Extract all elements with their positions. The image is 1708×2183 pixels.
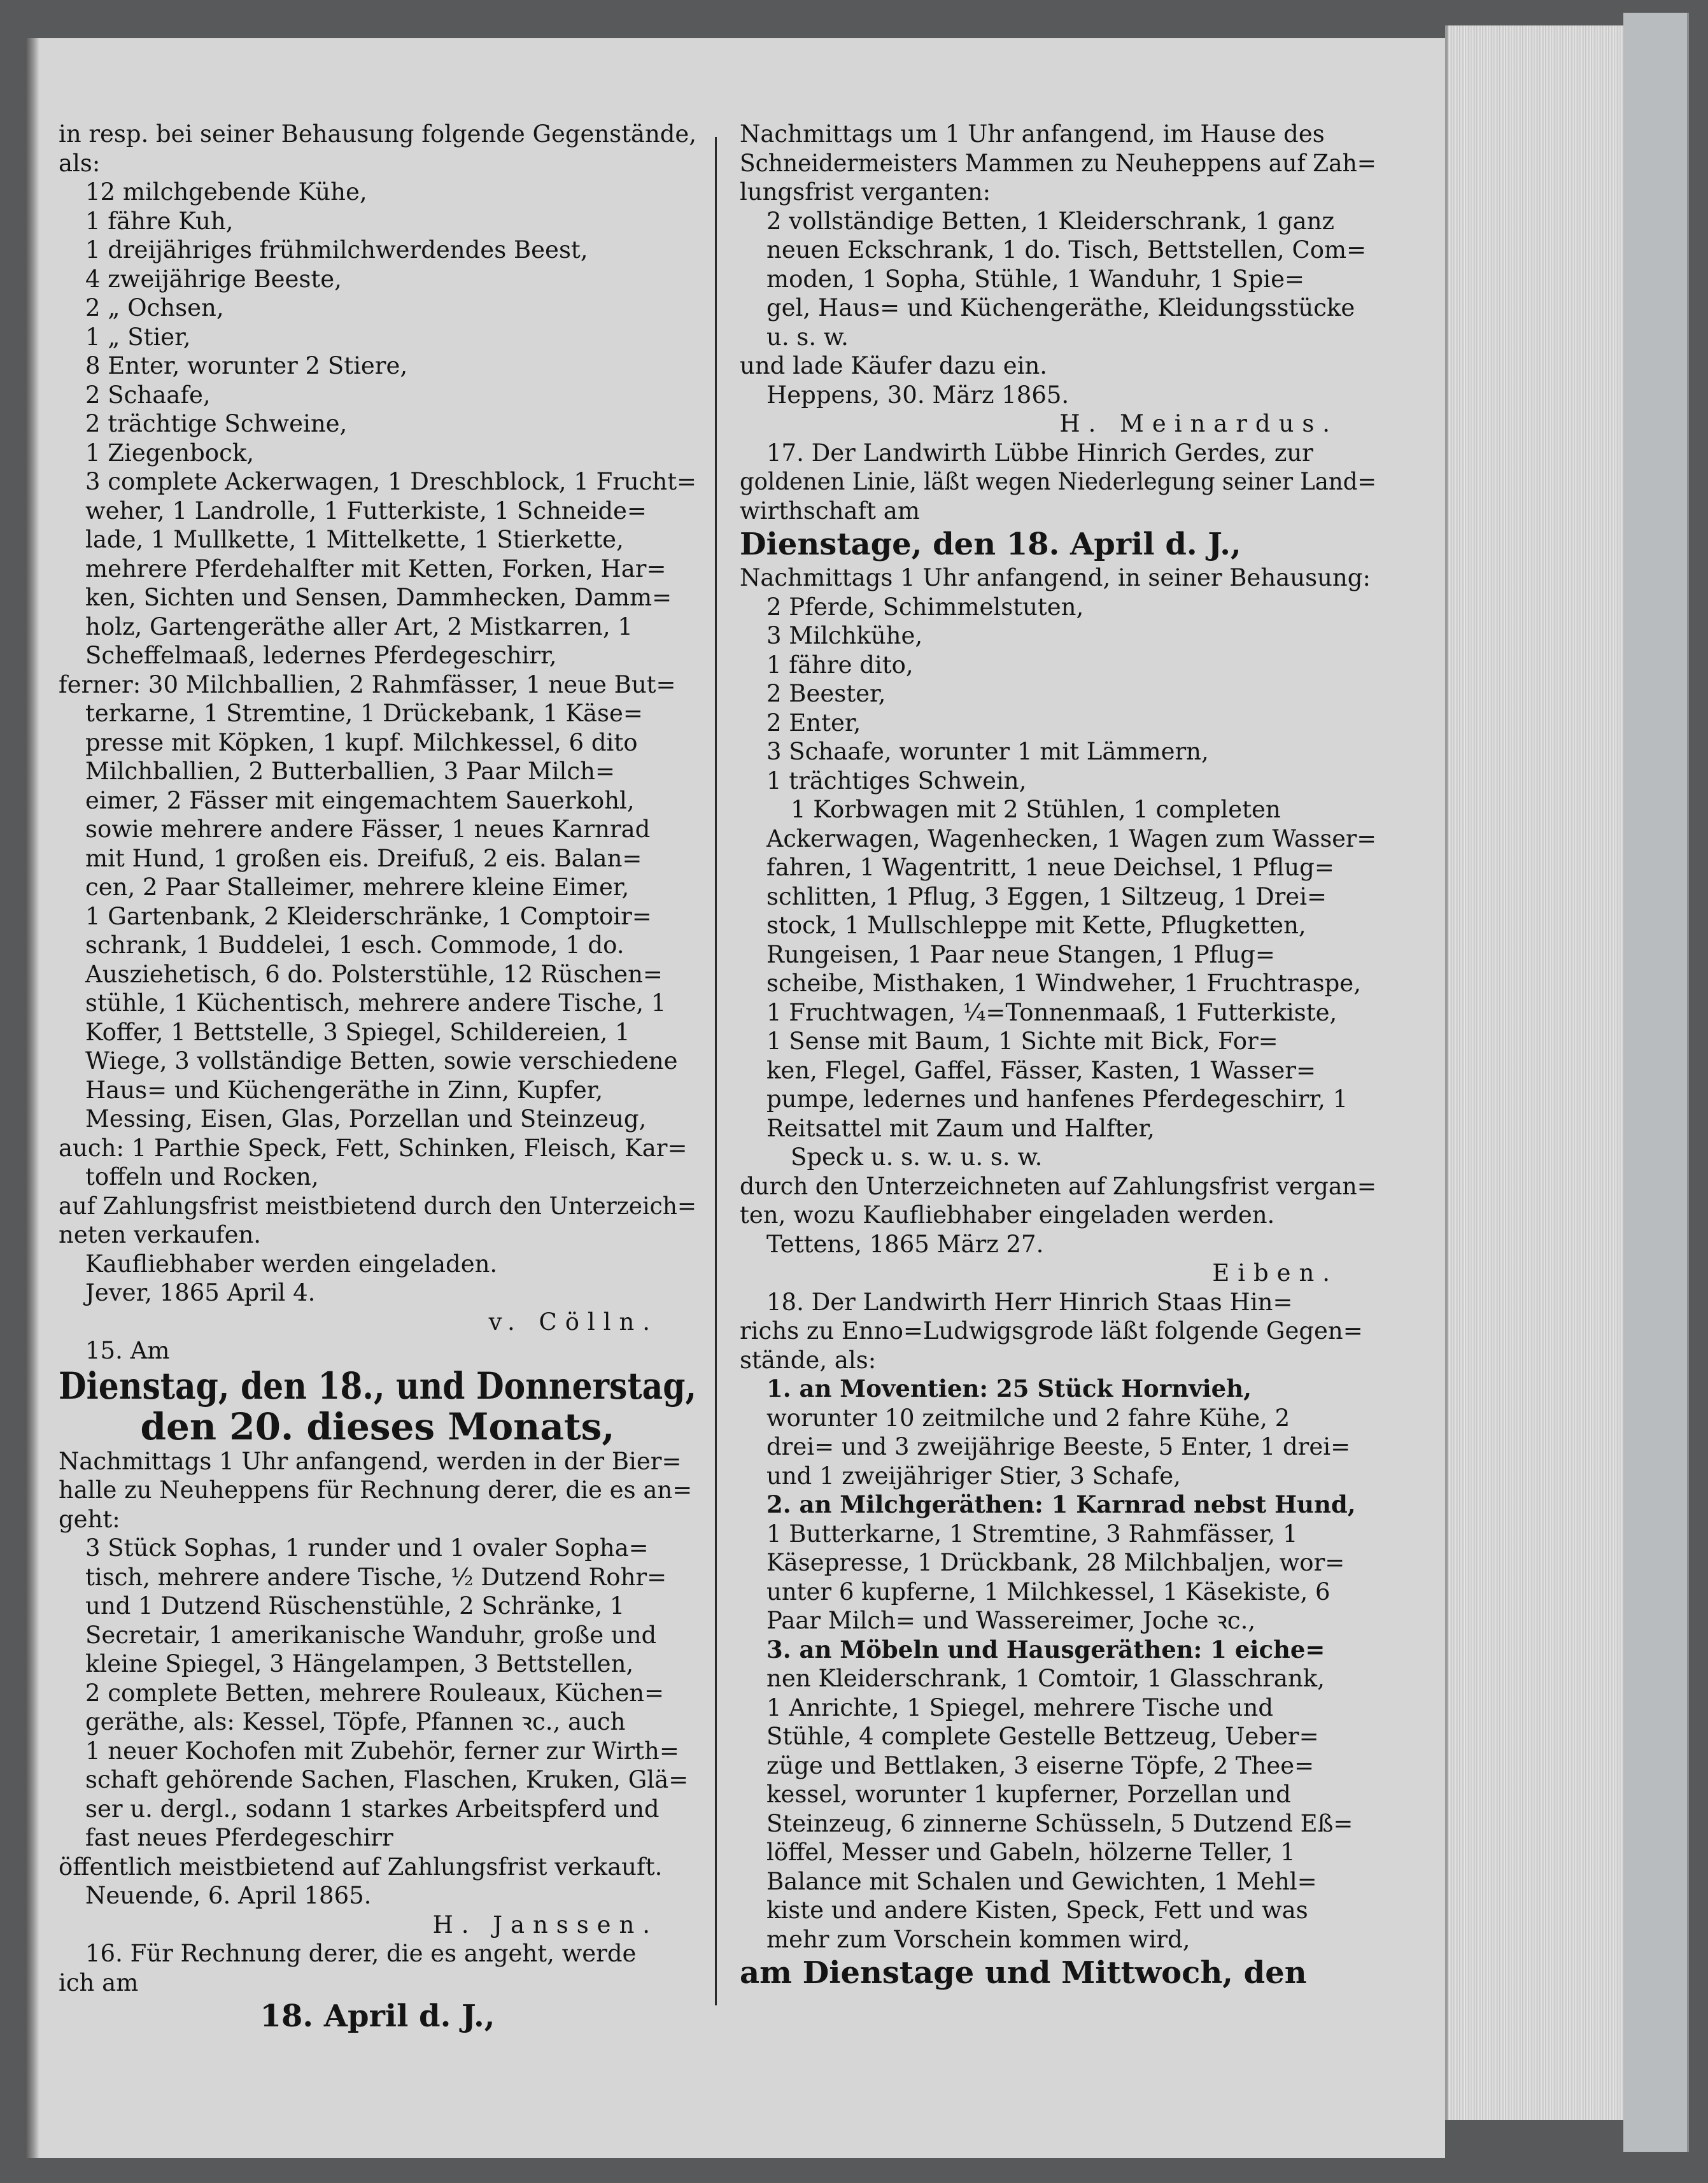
line-text: 2 vollständige Betten, 1 Kleiderschrank, 1 ganz xyxy=(766,207,1335,235)
item-line xyxy=(740,1722,1376,1751)
line-text: 2. an Milchgeräthen: 1 Karnrad nebst Hund, xyxy=(766,1490,1356,1518)
item-line xyxy=(59,1650,696,1679)
item-line xyxy=(740,1896,1376,1925)
item-line xyxy=(740,1606,1376,1635)
line-text: Secretair, 1 amerikanische Wanduhr, große und xyxy=(85,1621,657,1649)
line-text: Tettens, 1865 März 27. xyxy=(766,1230,1044,1258)
column-divider xyxy=(715,137,717,2005)
text-line xyxy=(59,1134,696,1163)
item-line xyxy=(59,265,696,294)
item-line xyxy=(740,1578,1376,1607)
line-text: 1 fähre Kuh, xyxy=(85,207,234,235)
item-line xyxy=(59,641,696,670)
text-line xyxy=(740,1346,1376,1375)
page-edges xyxy=(1445,25,1626,2120)
line-text: geht: xyxy=(59,1505,120,1533)
item-line xyxy=(59,1621,696,1650)
item-line xyxy=(740,1809,1376,1839)
item-line xyxy=(740,323,1376,352)
item-line xyxy=(59,1707,696,1737)
line-text: u. s. w. xyxy=(766,323,849,351)
item-line xyxy=(740,767,1376,796)
item-line xyxy=(740,998,1376,1028)
item-line xyxy=(59,525,696,555)
item-line xyxy=(740,265,1376,294)
line-text: toffeln und Rocken, xyxy=(85,1163,319,1190)
line-text: Käsepresse, 1 Drückbank, 28 Milchbaljen, wor= xyxy=(766,1549,1345,1576)
line-text: schrank, 1 Buddelei, 1 esch. Commode, 1 do. xyxy=(85,931,625,959)
item-line xyxy=(740,1056,1376,1085)
line-text: 2 Schaafe, xyxy=(85,381,211,409)
item-line xyxy=(740,911,1376,940)
line-text: ser u. dergl., sodann 1 starkes Arbeitspferd und xyxy=(85,1795,660,1823)
item-line xyxy=(740,1520,1376,1549)
line-text: cen, 2 Paar Stalleimer, mehrere kleine Eimer, xyxy=(85,873,630,901)
book-cover-edge xyxy=(1623,13,1689,2152)
item-line xyxy=(59,989,696,1018)
line-text: mehr zum Vorschein kommen wird, xyxy=(766,1925,1190,1953)
line-text: wirthschaft am xyxy=(740,497,920,525)
line-text: unter 6 kupferne, 1 Milchkessel, 1 Käsekiste, 6 xyxy=(766,1578,1330,1606)
text-line xyxy=(740,351,1376,381)
line-text: mit Hund, 1 großen eis. Dreifuß, 2 eis. Balan= xyxy=(85,844,642,872)
line-text: 1 „ Stier, xyxy=(85,323,191,351)
text-line xyxy=(740,1317,1376,1346)
line-text: 2 trächtige Schweine, xyxy=(85,410,348,437)
text-line xyxy=(59,1476,696,1505)
line-text: richs zu Enno=Ludwigsgrode läßt folgende Gegen= xyxy=(740,1317,1363,1345)
item-line xyxy=(740,1780,1376,1809)
line-text: als: xyxy=(59,149,101,177)
item-line xyxy=(59,612,696,642)
right-column xyxy=(740,120,1376,1992)
place-date xyxy=(740,1230,1376,1259)
line-text: stände, als: xyxy=(740,1346,877,1374)
line-text: ten, wozu Kaufliebhaber eingeladen werden. xyxy=(740,1201,1275,1229)
text-line xyxy=(59,149,696,178)
line-text: Ackerwagen, Wagenhecken, 1 Wagen zum Wasser= xyxy=(766,824,1377,852)
line-text: weher, 1 Landrolle, 1 Futterkiste, 1 Schneide= xyxy=(85,497,647,525)
line-text: neten verkaufen. xyxy=(59,1221,262,1248)
item-line xyxy=(59,1076,696,1105)
item-line xyxy=(740,1432,1376,1462)
text-line xyxy=(740,467,1376,497)
item-line xyxy=(740,679,1376,709)
line-text: Jever, 1865 April 4. xyxy=(85,1279,316,1306)
line-text: 2 Pferde, Schimmelstuten, xyxy=(766,593,1084,621)
item-line xyxy=(59,178,696,207)
line-text: ken, Sichten und Sensen, Dammhecken, Damm= xyxy=(85,584,672,611)
line-text: 2 Beester, xyxy=(766,680,886,707)
line-text: Stühle, 4 complete Gestelle Bettzeug, Ueber= xyxy=(766,1723,1319,1750)
line-text: 17. Der Landwirth Lübbe Hinrich Gerdes, zur xyxy=(766,439,1313,467)
line-text: 16. Für Rechnung derer, die es angeht, werde xyxy=(85,1940,637,1967)
item-line xyxy=(740,1114,1376,1143)
line-text: auch: 1 Parthie Speck, Fett, Schinken, Fleisch, Kar= xyxy=(59,1134,688,1162)
line-text: halle zu Neuheppens für Rechnung derer, die es an= xyxy=(59,1476,693,1504)
item-line xyxy=(59,844,696,873)
line-text: 1 Gartenbank, 2 Kleiderschränke, 1 Comptoir= xyxy=(85,902,652,930)
item-line xyxy=(59,1162,696,1192)
line-text: 2 complete Betten, mehrere Rouleaux, Küchen= xyxy=(85,1679,665,1707)
line-text: 1 fähre dito, xyxy=(766,651,914,679)
line-text: Heppens, 30. März 1865. xyxy=(766,381,1069,409)
line-text: fahren, 1 Wagentritt, 1 neue Deichsel, 1 Pflug= xyxy=(766,854,1334,881)
text-line xyxy=(740,497,1376,526)
line-text: auf Zahlungsfrist meistbietend durch den Unterzeich= xyxy=(59,1192,697,1220)
line-text: Dienstag, den 18., und Donnerstag, xyxy=(59,1364,696,1408)
line-text: lade, 1 Mullkette, 1 Mittelkette, 1 Stierkette, xyxy=(85,526,624,553)
line-text: 3 Schaafe, worunter 1 mit Lämmern, xyxy=(766,738,1209,765)
item-line xyxy=(59,1018,696,1047)
line-text: Reitsattel mit Zaum und Halfter, xyxy=(766,1114,1155,1142)
item-line xyxy=(59,555,696,584)
line-text: v. Cölln. xyxy=(488,1308,658,1336)
line-text: geräthe, als: Kessel, Töpfe, Pfannen ꝛc., auch xyxy=(85,1708,626,1735)
category-heading xyxy=(740,1635,1376,1665)
item-line xyxy=(740,1664,1376,1693)
item-line xyxy=(59,351,696,381)
line-text: kessel, worunter 1 kupferner, Porzellan und xyxy=(766,1781,1291,1808)
notice-number xyxy=(740,1288,1376,1317)
item-line xyxy=(740,940,1376,970)
item-line xyxy=(740,969,1376,998)
item-line xyxy=(59,1823,696,1853)
item-line xyxy=(59,699,696,728)
line-text: pumpe, ledernes und hanfenes Pferdegeschirr, 1 xyxy=(766,1085,1348,1113)
category-heading xyxy=(740,1490,1376,1520)
line-text: 2 Enter, xyxy=(766,709,861,737)
item-line xyxy=(59,439,696,468)
text-line xyxy=(59,670,696,700)
item-line xyxy=(59,409,696,439)
line-text: fast neues Pferdegeschirr xyxy=(85,1824,393,1851)
line-text: schaft gehörende Sachen, Flaschen, Kruken, Glä= xyxy=(85,1766,689,1793)
item-line xyxy=(740,1404,1376,1433)
item-line xyxy=(740,1867,1376,1897)
line-text: 1 dreijähriges frühmilchwerdendes Beest, xyxy=(85,236,588,264)
line-text: Speck u. s. w. u. s. w. xyxy=(791,1143,1043,1171)
text-line xyxy=(59,1250,696,1279)
line-text: 4 zweijährige Beeste, xyxy=(85,265,342,293)
item-line xyxy=(59,931,696,960)
text-line xyxy=(59,1447,696,1476)
text-line xyxy=(740,149,1376,178)
line-text: schlitten, 1 Pflug, 3 Eggen, 1 Siltzeug, 1 Drei= xyxy=(766,882,1327,910)
signature xyxy=(740,409,1376,439)
text-line xyxy=(740,1172,1376,1201)
category-heading xyxy=(740,1374,1376,1404)
place-date xyxy=(59,1881,696,1911)
headline xyxy=(59,1406,696,1447)
item-line xyxy=(740,1693,1376,1723)
item-line xyxy=(740,1027,1376,1056)
line-text: 18. Der Landwirth Herr Hinrich Staas Hin= xyxy=(766,1288,1293,1316)
item-line xyxy=(59,728,696,758)
line-text: kiste und andere Kisten, Speck, Fett und was xyxy=(766,1897,1308,1924)
line-text: 1. an Moventien: 25 Stück Hornvieh, xyxy=(766,1374,1252,1402)
item-line xyxy=(740,882,1376,912)
line-text: scheibe, Misthaken, 1 Windweher, 1 Fruchtraspe, xyxy=(766,970,1361,997)
line-text: 3 Stück Sophas, 1 runder und 1 ovaler Sopha= xyxy=(85,1534,649,1562)
item-line xyxy=(59,1047,696,1076)
line-text: lungsfrist verganten: xyxy=(740,178,991,206)
line-text: 8 Enter, worunter 2 Stiere, xyxy=(85,352,408,379)
headline xyxy=(59,1997,696,2035)
item-line xyxy=(740,709,1376,738)
item-line xyxy=(740,737,1376,767)
item-line xyxy=(59,1592,696,1621)
item-line xyxy=(59,467,696,497)
item-line xyxy=(59,1105,696,1134)
line-text: am Dienstage und Mittwoch, den xyxy=(740,1955,1307,1991)
line-text: 3. an Möbeln und Hausgeräthen: 1 eiche= xyxy=(766,1635,1325,1664)
text-line xyxy=(59,1505,696,1534)
line-text: in resp. bei seiner Behausung folgende Gegenstände, xyxy=(59,120,696,148)
line-text: Balance mit Schalen und Gewichten, 1 Mehl= xyxy=(766,1867,1317,1895)
item-line xyxy=(59,1534,696,1563)
line-text: Nachmittags um 1 Uhr anfangend, im Hause des xyxy=(740,120,1325,148)
line-text: terkarne, 1 Stremtine, 1 Drückebank, 1 Käse= xyxy=(85,700,643,727)
text-line xyxy=(740,178,1376,207)
item-line xyxy=(740,236,1376,265)
line-text: 1 trächtiges Schwein, xyxy=(766,767,1027,795)
line-text: Koffer, 1 Bettstelle, 3 Spiegel, Schildereien, 1 xyxy=(85,1018,630,1046)
line-text: den 20. dieses Monats, xyxy=(140,1404,615,1448)
text-line xyxy=(59,1968,696,1998)
item-line xyxy=(59,960,696,989)
text-line xyxy=(59,1853,696,1882)
line-text: goldenen Linie, läßt wegen Niederlegung seiner Land= xyxy=(740,468,1377,495)
signature xyxy=(740,1259,1376,1288)
line-text: 1 Ziegenbock, xyxy=(85,439,255,467)
item-line xyxy=(59,293,696,323)
line-text: holz, Gartengeräthe aller Art, 2 Mistkarren, 1 xyxy=(85,612,633,640)
item-line xyxy=(59,1737,696,1766)
line-text: worunter 10 zeitmilche und 2 fahre Kühe, 2 xyxy=(766,1404,1290,1432)
line-text: 1 neuer Kochofen mit Zubehör, ferner zur Wirth= xyxy=(85,1737,679,1765)
item-line xyxy=(59,323,696,352)
line-text: Kaufliebhaber werden eingeladen. xyxy=(85,1250,498,1278)
text-line xyxy=(59,1220,696,1250)
line-text: kleine Spiegel, 3 Hängelampen, 3 Bettstellen, xyxy=(85,1650,634,1678)
line-text: 1 Butterkarne, 1 Stremtine, 3 Rahmfässer, 1 xyxy=(766,1520,1298,1548)
item-line xyxy=(59,207,696,236)
left-column xyxy=(59,120,696,2035)
item-line xyxy=(740,207,1376,236)
line-text: Haus= und Küchengeräthe in Zinn, Kupfer, xyxy=(85,1076,603,1104)
line-text: Eiben. xyxy=(1212,1259,1338,1287)
line-text: 12 milchgebende Kühe, xyxy=(85,178,367,206)
item-line xyxy=(59,236,696,265)
line-text: H. Meinardus. xyxy=(1059,410,1338,437)
item-line xyxy=(740,853,1376,882)
line-text: ken, Flegel, Gaffel, Fässer, Kasten, 1 Wasser= xyxy=(766,1056,1316,1084)
line-text: gel, Haus= und Küchengeräthe, Kleidungsstücke xyxy=(766,294,1355,321)
line-text: Nachmittags 1 Uhr anfangend, werden in der Bier= xyxy=(59,1447,682,1475)
item-line xyxy=(59,497,696,526)
item-line xyxy=(740,1462,1376,1491)
notice-number xyxy=(59,1336,696,1366)
line-text: Nachmittags 1 Uhr anfangend, in seiner Behausung: xyxy=(740,564,1371,591)
signature xyxy=(59,1911,696,1940)
line-text: mehrere Pferdehalfter mit Ketten, Forken, Har= xyxy=(85,555,667,583)
line-text: Messing, Eisen, Glas, Porzellan und Steinzeug, xyxy=(85,1105,647,1133)
item-line xyxy=(59,902,696,931)
line-text: Steinzeug, 6 zinnerne Schüsseln, 5 Dutzend Eß= xyxy=(766,1809,1353,1837)
text-line xyxy=(740,120,1376,149)
line-text: 3 Milchkühe, xyxy=(766,622,923,649)
item-line xyxy=(59,757,696,786)
line-text: Scheffelmaaß, ledernes Pferdegeschirr, xyxy=(85,642,557,669)
line-text: presse mit Köpken, 1 kupf. Milchkessel, 6 dito xyxy=(85,728,638,756)
item-line xyxy=(740,651,1376,680)
line-text: drei= und 3 zweijährige Beeste, 5 Enter, 1 drei= xyxy=(766,1433,1351,1460)
item-line xyxy=(740,1925,1376,1954)
item-line xyxy=(740,293,1376,323)
text-line xyxy=(59,1192,696,1221)
notice-number xyxy=(740,439,1376,468)
page-gutter xyxy=(25,38,39,2158)
item-line xyxy=(740,1143,1376,1172)
line-text: 1 Anrichte, 1 Spiegel, mehrere Tische und xyxy=(766,1693,1274,1721)
item-line xyxy=(59,1795,696,1824)
line-text: neuen Eckschrank, 1 do. Tisch, Bettstellen, Com= xyxy=(766,236,1367,264)
line-text: ich am xyxy=(59,1968,139,1996)
line-text: öffentlich meistbietend auf Zahlungsfrist verkauft. xyxy=(59,1853,663,1881)
place-date xyxy=(740,381,1376,410)
line-text: 15. Am xyxy=(85,1337,170,1364)
line-text: löffel, Messer und Gabeln, hölzerne Teller, 1 xyxy=(766,1839,1295,1866)
line-text: H. Janssen. xyxy=(432,1911,658,1939)
text-line xyxy=(59,120,696,149)
line-text: Neuende, 6. April 1865. xyxy=(85,1882,372,1909)
item-line xyxy=(740,593,1376,622)
headline xyxy=(740,525,1376,563)
item-line xyxy=(740,824,1376,854)
line-text: züge und Bettlaken, 3 eiserne Töpfe, 2 Thee= xyxy=(766,1751,1315,1779)
item-line xyxy=(59,873,696,902)
item-line xyxy=(59,1679,696,1708)
item-line xyxy=(740,1548,1376,1578)
line-text: ferner: 30 Milchballien, 2 Rahmfässer, 1 neue But= xyxy=(59,670,676,698)
line-text: und 1 Dutzend Rüschenstühle, 2 Schränke, 1 xyxy=(85,1592,625,1620)
item-line xyxy=(740,795,1376,824)
line-text: tisch, mehrere andere Tische, ½ Dutzend Rohr= xyxy=(85,1563,667,1591)
item-line xyxy=(740,621,1376,651)
line-text: 18. April d. J., xyxy=(260,1998,495,2034)
line-text: Ausziehetisch, 6 do. Polsterstühle, 12 Rüschen= xyxy=(85,960,663,988)
item-line xyxy=(59,1765,696,1795)
line-text: Paar Milch= und Wassereimer, Joche ꝛc., xyxy=(766,1607,1256,1634)
item-line xyxy=(740,1751,1376,1781)
item-line xyxy=(740,1085,1376,1114)
line-text: sowie mehrere andere Fässer, 1 neues Karnrad xyxy=(85,816,651,843)
line-text: und 1 zweijähriger Stier, 3 Schafe, xyxy=(766,1462,1181,1490)
line-text: Dienstage, den 18. April d. J., xyxy=(740,526,1241,562)
item-line xyxy=(59,1563,696,1592)
place-date xyxy=(59,1278,696,1308)
line-text: Milchballien, 2 Butterballien, 3 Paar Milch= xyxy=(85,758,615,785)
line-text: moden, 1 Sopha, Stühle, 1 Wanduhr, 1 Spie= xyxy=(766,265,1305,293)
headline xyxy=(59,1366,696,1406)
signature xyxy=(59,1308,696,1337)
line-text: Schneidermeisters Mammen zu Neuheppens auf Zah= xyxy=(740,149,1376,177)
item-line xyxy=(59,786,696,816)
line-text: durch den Unterzeichneten auf Zahlungsfrist vergan= xyxy=(740,1172,1376,1200)
line-text: stock, 1 Mullschleppe mit Kette, Pflugketten, xyxy=(766,912,1306,939)
line-text: Wiege, 3 vollständige Betten, sowie verschiedene xyxy=(85,1047,678,1075)
line-text: 2 „ Ochsen, xyxy=(85,294,224,321)
line-text: nen Kleiderschrank, 1 Comtoir, 1 Glasschrank, xyxy=(766,1665,1325,1692)
line-text: 1 Korbwagen mit 2 Stühlen, 1 completen xyxy=(791,796,1281,823)
line-text: eimer, 2 Fässer mit eingemachtem Sauerkohl, xyxy=(85,786,635,814)
line-text: 1 Sense mit Baum, 1 Sichte mit Bick, For= xyxy=(766,1028,1278,1055)
item-line xyxy=(740,1838,1376,1867)
text-line xyxy=(740,563,1376,593)
line-text: stühle, 1 Küchentisch, mehrere andere Tische, 1 xyxy=(85,989,667,1017)
line-text: 1 Fruchtwagen, ¼=Tonnenmaaß, 1 Futterkiste, xyxy=(766,998,1337,1026)
line-text: und lade Käufer dazu ein. xyxy=(740,352,1048,379)
line-text: Rungeisen, 1 Paar neue Stangen, 1 Pflug= xyxy=(766,940,1275,968)
item-line xyxy=(59,381,696,410)
line-text: 3 complete Ackerwagen, 1 Dreschblock, 1 Frucht= xyxy=(85,468,697,495)
headline xyxy=(740,1954,1376,1992)
item-line xyxy=(59,815,696,844)
item-line xyxy=(59,583,696,612)
text-line xyxy=(740,1201,1376,1230)
notice-number xyxy=(59,1939,696,1968)
